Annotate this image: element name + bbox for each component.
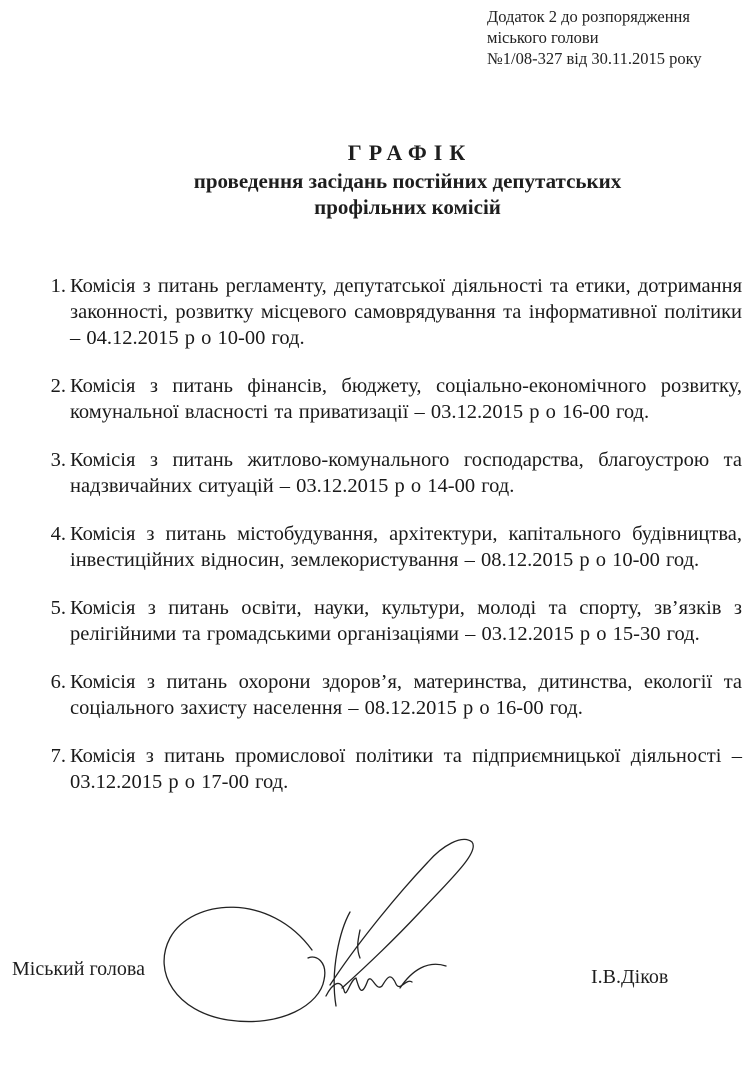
list-item-number: 7. — [50, 745, 66, 767]
list-item — [30, 273, 742, 351]
list-item-number: 2. — [50, 375, 66, 397]
list-item — [30, 743, 742, 795]
appendix-note-line-3: №1/08-327 від 30.11.2015 року — [487, 49, 702, 68]
appendix-note-line-2: міського голови — [487, 28, 599, 47]
mayor-title: Міський голова — [12, 958, 145, 980]
list-item-text: Комісія з питань освіти, науки, культури, молоді та спорту, зв’язків з релігійними та громадськими організаціями – 03.12.2015 р о 15-30 год. — [70, 597, 742, 645]
document-title: ГРАФІК — [347, 140, 473, 165]
list-item-text: Комісія з питань фінансів, бюджету, соціально-економічного розвитку, комунальної власності та приватизації – 03.12.2015 р о 16-00 год. — [70, 375, 742, 423]
list-item — [30, 669, 742, 721]
appendix-note-line-1: Додаток 2 до розпорядження — [487, 7, 690, 26]
list-item-text: Комісія з питань містобудування, архітектури, капітального будівництва, інвестиційних відносин, землекористування – 08.12.2015 р о 10-00 год. — [70, 523, 742, 571]
list-item-number: 3. — [50, 449, 66, 471]
document-subtitle-line-2: профільних комісій — [314, 195, 501, 219]
list-item-number: 4. — [50, 523, 66, 545]
list-item-text: Комісія з питань промислової політики та підприємницької діяльності – 03.12.2015 р о 17-00 год. — [70, 745, 742, 793]
list-item-text: Комісія з питань житлово-комунального господарства, благоустрою та надзвичайних ситуацій – 03.12.2015 р о 14-00 год. — [70, 449, 742, 497]
document-subtitle-line-1: проведення засідань постійних депутатських — [193, 169, 622, 193]
list-item-number: 1. — [50, 275, 66, 297]
title-block — [0, 138, 750, 220]
list-item — [30, 595, 742, 647]
list-item — [30, 447, 742, 499]
list-item-number: 5. — [50, 597, 66, 619]
list-item-number: 6. — [50, 671, 66, 693]
mayor-name: І.В.Діков — [591, 966, 669, 988]
list-item-text: Комісія з питань охорони здоров’я, материнства, дитинства, екології та соціального захисту населення – 08.12.2015 р о 16-00 год. — [70, 671, 742, 719]
list-item — [30, 521, 742, 573]
list-item-text: Комісія з питань регламенту, депутатської діяльності та етики, дотримання законності, розвитку місцевого самоврядування та інформативної політики – 04.12.2015 р о 10-00 год. — [70, 275, 742, 349]
list-item — [30, 373, 742, 425]
appendix-note — [487, 6, 742, 69]
handwritten-signature — [150, 820, 490, 1060]
commission-list — [30, 273, 742, 817]
